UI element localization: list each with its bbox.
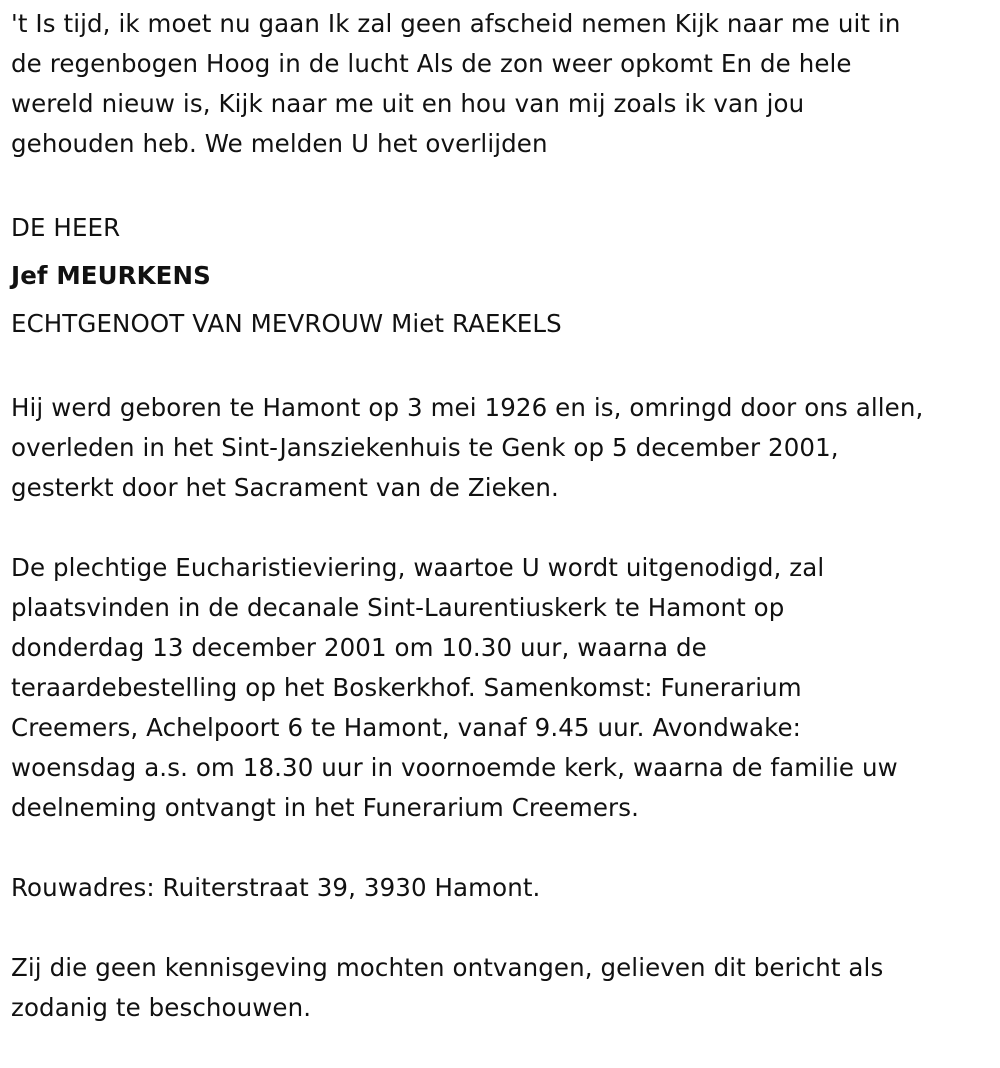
ceremony-paragraph xyxy=(11,548,996,828)
mourning-address: Rouwadres: Ruiterstraat 39, 3930 Hamont. xyxy=(11,873,541,902)
poem-line: 't Is tijd, ik moet nu gaan Ik zal geen afscheid nemen Kijk naar me uit in xyxy=(11,9,901,38)
birth-death-line: gesterkt door het Sacrament van de Zieken. xyxy=(11,473,559,502)
ceremony-line: Creemers, Achelpoort 6 te Hamont, vanaf 9.45 uur. Avondwake: xyxy=(11,713,802,742)
poem-line: wereld nieuw is, Kijk naar me uit en hou van mij zoals ik van jou xyxy=(11,89,805,118)
deceased-title: DE HEER xyxy=(11,213,121,242)
poem-line: gehouden heb. We melden U het overlijden xyxy=(11,129,548,158)
address-paragraph xyxy=(11,868,996,908)
ceremony-line: deelneming ontvangt in het Funerarium Creemers. xyxy=(11,793,639,822)
poem-line: de regenbogen Hoog in de lucht Als de zon weer opkomt En de hele xyxy=(11,49,852,78)
poem-paragraph xyxy=(11,4,996,164)
deceased-spouse: ECHTGENOOT VAN MEVROUW Miet RAEKELS xyxy=(11,309,562,338)
deceased-name: Jef MEURKENS xyxy=(11,261,211,290)
ceremony-line: De plechtige Eucharistieviering, waartoe U wordt uitgenodigd, zal xyxy=(11,553,825,582)
ceremony-line: plaatsvinden in de decanale Sint-Laurentiuskerk te Hamont op xyxy=(11,593,785,622)
ceremony-line: donderdag 13 december 2001 om 10.30 uur, waarna de xyxy=(11,633,707,662)
closing-line: zodanig te beschouwen. xyxy=(11,993,312,1022)
birth-death-line: Hij werd geboren te Hamont op 3 mei 1926 en is, omringd door ons allen, xyxy=(11,393,924,422)
ceremony-line: woensdag a.s. om 18.30 uur in voornoemde kerk, waarna de familie uw xyxy=(11,753,898,782)
birth-death-line: overleden in het Sint-Jansziekenhuis te Genk op 5 december 2001, xyxy=(11,433,839,462)
closing-line: Zij die geen kennisgeving mochten ontvangen, gelieven dit bericht als xyxy=(11,953,884,982)
obituary-document xyxy=(11,4,996,1068)
closing-paragraph xyxy=(11,948,996,1028)
deceased-block xyxy=(11,204,996,348)
ceremony-line: teraardebestelling op het Boskerkhof. Samenkomst: Funerarium xyxy=(11,673,802,702)
birth-death-paragraph xyxy=(11,388,996,508)
